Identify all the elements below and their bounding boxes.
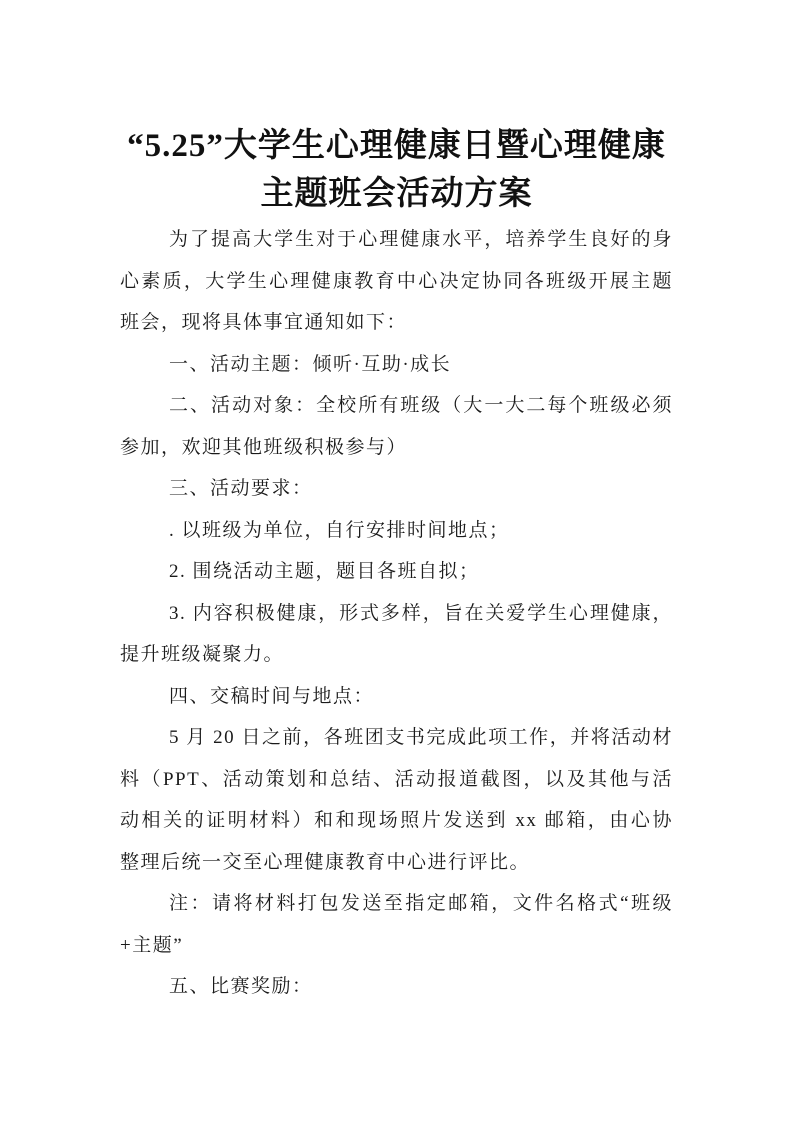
text-line: 动相关的证明材料）和和现场照片发送到 xx 邮箱，由心协 [120, 810, 673, 831]
text-line: 班会，现将具体事宜通知如下： [120, 312, 408, 333]
text-line: 5 月 20 日之前，各班团支书完成此项工作，并将活动材 [169, 727, 673, 748]
text-line: 参加，欢迎其他班级积极参与） [120, 436, 408, 458]
text-line: 提升班级凝聚力。 [120, 644, 285, 665]
text-line: 料（PPT、活动策划和总结、活动报道截图，以及其他与活 [120, 768, 673, 790]
title-line: 主题班会活动方案 [260, 176, 533, 212]
text-line: 2. 围绕活动主题，题目各班自拟； [169, 561, 480, 582]
text-line: . 以班级为单位，自行安排时间地点； [169, 519, 510, 541]
text-line: 一、活动主题：倾听·互助·成长 [169, 353, 452, 375]
text-line: 二、活动对象：全校所有班级（大一大二每个班级必须 [169, 395, 673, 416]
text-line: +主题” [120, 934, 184, 956]
text-line: 3. 内容积极健康，形式多样，旨在关爱学生心理健康， [169, 602, 673, 624]
text-line: 三、活动要求： [169, 478, 313, 499]
document-title [120, 122, 673, 218]
text-line: 注：请将材料打包发送至指定邮箱，文件名格式“班级 [169, 893, 673, 914]
text-line: 五、比赛奖励： [169, 976, 313, 997]
document-content [120, 122, 673, 1008]
text-line: 整理后统一交至心理健康教育中心进行评比。 [120, 851, 531, 873]
text-line: 四、交稿时间与地点： [169, 685, 375, 707]
text-line: 为了提高大学生对于心理健康水平，培养学生良好的身 [169, 229, 673, 250]
title-line: “5.25”大学生心理健康日暨心理健康 [127, 128, 666, 164]
document-body [120, 219, 673, 1008]
text-line: 心素质，大学生心理健康教育中心决定协同各班级开展主题 [120, 270, 673, 292]
